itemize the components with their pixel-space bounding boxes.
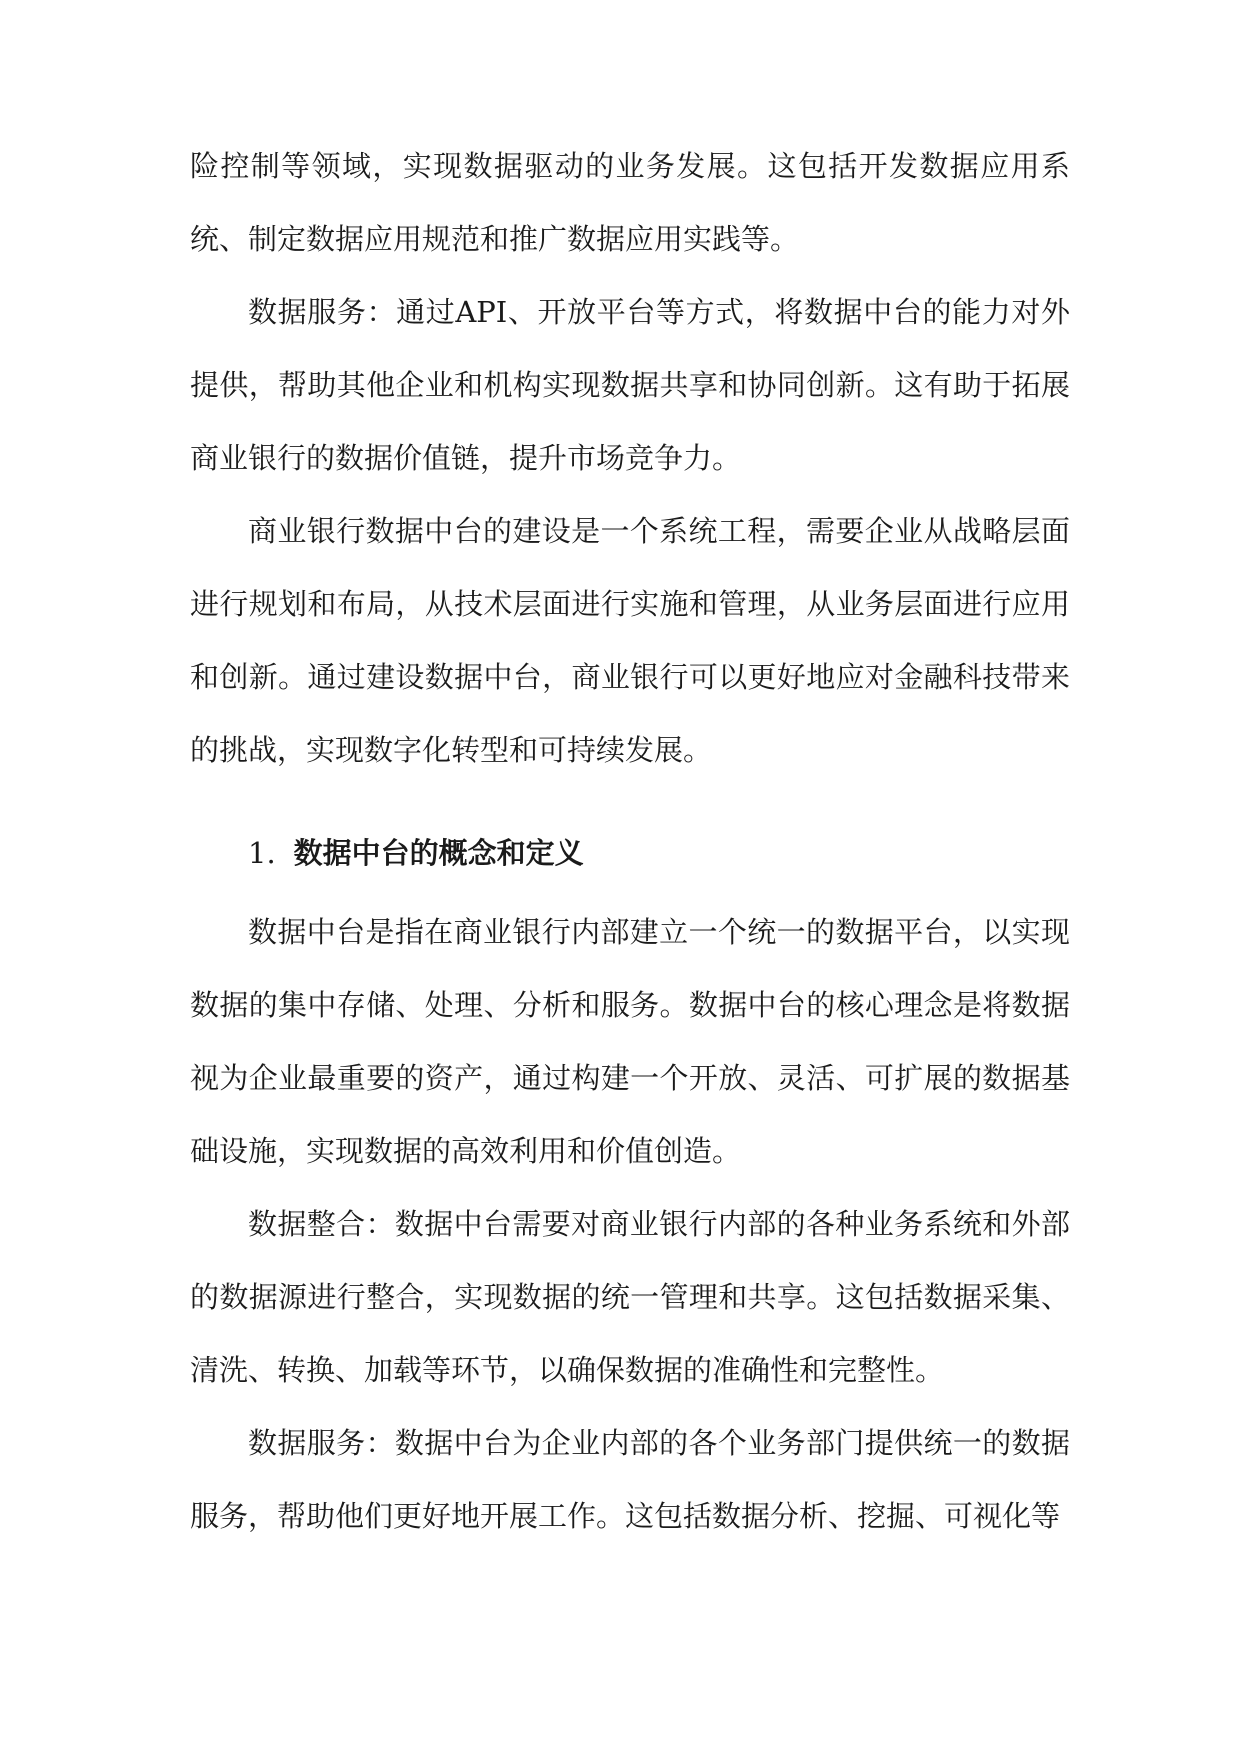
document-body: [190, 130, 1070, 1553]
paragraph-definition: 数据中台是指在商业银行内部建立一个统一的数据平台，以实现数据的集中存储、处理、分析和服务。数据中台的核心理念是将数据视为企业最重要的资产，通过构建一个开放、灵活、可扩展的数据基础设施，实现数据的高效利用和价值创造。: [190, 915, 1070, 1168]
section-number: 1.: [248, 836, 276, 870]
section-title: 数据中台的概念和定义: [293, 836, 584, 870]
paragraph-data-service-internal: 数据服务：数据中台为企业内部的各个业务部门提供统一的数据服务，帮助他们更好地开展工作。这包括数据分析、挖掘、可视化等: [190, 1426, 1070, 1533]
paragraph-data-integration: 数据整合：数据中台需要对商业银行内部的各种业务系统和外部的数据源进行整合，实现数据的统一管理和共享。这包括数据采集、清洗、转换、加载等环节，以确保数据的准确性和完整性。: [190, 1207, 1070, 1387]
section-heading: [190, 817, 1070, 890]
paragraph-data-service-api: 数据服务：通过API、开放平台等方式，将数据中台的能力对外提供，帮助其他企业和机构实现数据共享和协同创新。这有助于拓展商业银行的数据价值链，提升市场竞争力。: [190, 295, 1070, 475]
paragraph-risk-control: 险控制等领域，实现数据驱动的业务发展。这包括开发数据应用系统、制定数据应用规范和推广数据应用实践等。: [190, 149, 1070, 256]
paragraph-system-engineering: 商业银行数据中台的建设是一个系统工程，需要企业从战略层面进行规划和布局，从技术层面进行实施和管理，从业务层面进行应用和创新。通过建设数据中台，商业银行可以更好地应对金融科技带来的挑战，实现数字化转型和可持续发展。: [190, 514, 1070, 767]
